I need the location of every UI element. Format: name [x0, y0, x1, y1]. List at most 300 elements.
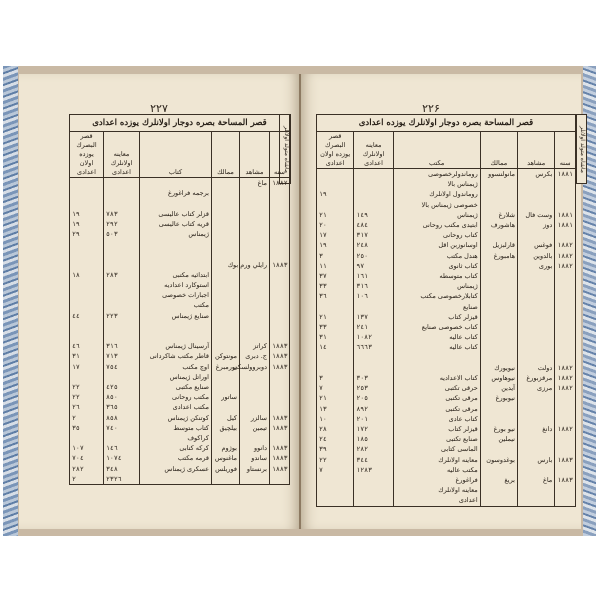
column-header: مشاهد: [518, 132, 555, 169]
cell-pct: [70, 433, 104, 443]
cell-book: كتاب عاليه: [393, 342, 480, 352]
cell-observer: [518, 485, 555, 495]
cell-count: [104, 300, 140, 310]
cell-observer: [518, 404, 555, 414]
table-row: [70, 464, 290, 474]
cell-book: ژيمناس: [393, 210, 480, 220]
cell-book: [393, 363, 480, 373]
cell-pct: ٣١: [317, 332, 354, 342]
cell-place: [212, 270, 240, 280]
cell-observer: [518, 312, 555, 322]
cell-observer: برنستاو: [240, 464, 270, 474]
cell-pct: ٢٢: [317, 455, 354, 465]
cell-pct: ١٩: [70, 219, 104, 229]
cell-place: نيملين: [480, 434, 517, 444]
cell-count: ٩٧: [354, 261, 393, 271]
cell-observer: [240, 311, 270, 321]
cell-pct: [70, 178, 104, 189]
cell-pct: ٧: [317, 465, 354, 475]
cell-pct: [70, 321, 104, 331]
table-row: [70, 331, 290, 341]
cell-count: [354, 485, 393, 495]
cell-year: ١٨٨٢: [555, 383, 576, 393]
cell-observer: بالدوين: [518, 251, 555, 261]
cell-place: [212, 219, 240, 229]
cell-book: قزلر كتاب عاليسى: [140, 209, 212, 219]
cell-book: استوكارد اعداديه: [140, 280, 212, 290]
cell-place: [480, 189, 517, 199]
cell-book: اوسانوزبن اقل: [393, 240, 480, 250]
cell-pct: ١٠: [317, 414, 354, 424]
cell-pct: ٢: [70, 474, 104, 485]
cell-year: ١٨٨٣: [270, 443, 290, 453]
cell-observer: [518, 200, 555, 210]
cell-count: [354, 302, 393, 312]
cell-count: [354, 200, 393, 210]
cell-book: آرسينال ژيمناس: [140, 341, 212, 351]
cell-observer: [240, 321, 270, 331]
cell-book: قيزلر كتاب: [393, 312, 480, 322]
cell-year: [555, 495, 576, 506]
cell-place: ساتور: [212, 392, 240, 402]
cell-book: مكتب عاليه: [393, 465, 480, 475]
cell-place: نيويورك: [480, 363, 517, 373]
cell-place: [212, 382, 240, 392]
cell-pct: [317, 179, 354, 189]
cell-place: [480, 414, 517, 424]
cell-pct: [70, 331, 104, 341]
cell-pct: [317, 353, 354, 363]
cell-year: [555, 322, 576, 332]
table-row: [70, 372, 290, 382]
cell-pct: [70, 290, 104, 300]
cell-place: [480, 200, 517, 210]
cell-year: ١٨٨٢: [270, 178, 290, 189]
table-row: [317, 485, 576, 495]
column-header: معاينه اولانلرك اعدادى: [104, 132, 140, 178]
cell-book: صنايع تكتبى: [393, 434, 480, 444]
cell-observer: سالزر: [240, 413, 270, 423]
cell-count: ٢٢٣: [104, 311, 140, 321]
cell-place: [480, 179, 517, 189]
cell-year: [555, 281, 576, 291]
cell-book: كتاب الاعداديه: [393, 373, 480, 383]
cell-book: مكتب اعدادى: [140, 402, 212, 412]
cell-pct: ٢٨٢: [70, 464, 104, 474]
cell-place: [480, 322, 517, 332]
cell-observer: [518, 189, 555, 199]
cell-count: ٢٣٢٦: [104, 474, 140, 485]
cell-place: بوژوم: [212, 443, 240, 453]
cell-book: هندل مكتب: [393, 251, 480, 261]
cell-year: [270, 311, 290, 321]
cell-book: فراغورغ: [393, 475, 480, 485]
cell-year: [270, 270, 290, 280]
cell-count: ١٣٧: [354, 312, 393, 322]
cell-book: معاينه اولانلرك: [393, 455, 480, 465]
table-row: [317, 169, 576, 180]
cell-observer: مرزى: [518, 383, 555, 393]
cell-year: [270, 239, 290, 249]
cell-book: اوراتل ژيمناس: [140, 372, 212, 382]
cell-count: [104, 321, 140, 331]
cell-pct: [70, 300, 104, 310]
cell-place: [480, 302, 517, 312]
marbled-edge-left: [3, 66, 18, 536]
cell-count: ٧٨٣: [104, 209, 140, 219]
cell-observer: [240, 198, 270, 208]
cell-year: ١٨٨١: [555, 210, 576, 220]
cell-count: ٣٤٨: [104, 464, 140, 474]
cell-observer: [518, 465, 555, 475]
cell-count: ٣٠٣: [354, 373, 393, 383]
cell-place: نيو بورغ: [480, 424, 517, 434]
cell-pct: ٣٣: [317, 322, 354, 332]
column-header: معاينه اولانلرك اعدادى: [354, 132, 393, 169]
cell-place: هامبورغ: [480, 251, 517, 261]
cell-pct: [317, 302, 354, 312]
cell-count: [104, 290, 140, 300]
cell-place: [480, 485, 517, 495]
cell-year: ١٨٨٢: [555, 363, 576, 373]
cell-book: روماندول اولانلرك: [393, 189, 480, 199]
table-row: [70, 280, 290, 290]
cell-place: [480, 261, 517, 271]
table-row: [70, 270, 290, 280]
cell-book: كتاب روحانى: [393, 230, 480, 240]
cell-count: ٧٤٠: [104, 423, 140, 433]
cell-count: ٢٠٥: [354, 393, 393, 403]
cell-year: ١٨٨٢: [555, 240, 576, 250]
cell-count: [104, 331, 140, 341]
cell-year: [555, 414, 576, 424]
cell-count: ١٨٥: [354, 434, 393, 444]
table-row: [70, 443, 290, 453]
cell-year: [270, 300, 290, 310]
table-row: [317, 302, 576, 312]
cell-place: [212, 239, 240, 249]
cell-place: [480, 271, 517, 281]
cell-place: [212, 300, 240, 310]
cell-observer: [518, 271, 555, 281]
cell-observer: بورى: [518, 261, 555, 271]
cell-pct: ٢٢: [70, 392, 104, 402]
table-row: [70, 249, 290, 259]
cell-year: [270, 331, 290, 341]
cell-count: [104, 249, 140, 259]
cell-year: [555, 434, 576, 444]
cell-pct: ١٠٧: [70, 443, 104, 453]
cell-pct: [317, 495, 354, 506]
column-header: مكتب: [393, 132, 480, 169]
cell-place: [212, 311, 240, 321]
cell-place: [480, 281, 517, 291]
cell-book: [140, 239, 212, 249]
table-row: [70, 351, 290, 361]
cell-place: [212, 331, 240, 341]
cell-year: ١٨٨٣: [270, 362, 290, 372]
cell-count: ٦٦٦٣: [354, 342, 393, 352]
table-row: [70, 341, 290, 351]
table-title: قصر المساحة بصره دوجار اولانلرك يوزده اعدادى: [70, 115, 290, 132]
cell-observer: [518, 230, 555, 240]
table-row: [317, 322, 576, 332]
cell-year: ١٨٨٣: [270, 341, 290, 351]
cell-count: [104, 372, 140, 382]
cell-pct: [317, 200, 354, 210]
cell-pct: ٢٩: [70, 229, 104, 239]
table-row: [317, 220, 576, 230]
cell-observer: فوغس: [518, 240, 555, 250]
cell-year: ١٨٨١: [555, 169, 576, 180]
cell-book: مرقى تكتبى: [393, 393, 480, 403]
cell-count: ١٦١: [354, 271, 393, 281]
cell-pct: ٣: [317, 251, 354, 261]
cell-year: [555, 485, 576, 495]
cell-pct: [317, 475, 354, 485]
cell-observer: [240, 219, 270, 229]
table-row: [317, 444, 576, 454]
cell-book: صنايع: [393, 302, 480, 312]
cell-observer: بكرس: [518, 169, 555, 180]
cell-observer: ج. دبرى: [240, 351, 270, 361]
cell-place: فوريلس: [212, 464, 240, 474]
cell-pct: [70, 372, 104, 382]
cell-pct: ١٩: [317, 240, 354, 250]
cell-place: نيوهاوس: [480, 373, 517, 383]
cell-pct: ٣: [317, 373, 354, 383]
cell-book: قرمه مكتب: [140, 453, 212, 463]
cell-place: [212, 372, 240, 382]
cell-count: ٤٢٥: [104, 382, 140, 392]
cell-place: [212, 198, 240, 208]
cell-observer: تيمين: [240, 423, 270, 433]
cell-place: [480, 444, 517, 454]
cell-count: ١٢٨٣: [354, 465, 393, 475]
cell-place: قارلبزيل: [480, 240, 517, 250]
cell-pct: [70, 249, 104, 259]
cell-book: كراكوف: [140, 433, 212, 443]
cell-year: [270, 321, 290, 331]
cell-count: ٢٩٢: [104, 219, 140, 229]
column-header: ممالك: [212, 132, 240, 178]
table-row: [317, 495, 576, 506]
cell-year: [270, 219, 290, 229]
cell-observer: [518, 179, 555, 189]
cell-book: [140, 331, 212, 341]
cell-book: [140, 321, 212, 331]
table-row: [317, 230, 576, 240]
cell-pct: ١٣: [317, 404, 354, 414]
table-row: [70, 474, 290, 485]
cell-count: ٤٨٤: [354, 220, 393, 230]
cell-observer: [240, 270, 270, 280]
cell-observer: دانوو: [240, 443, 270, 453]
cell-pct: ٧: [317, 383, 354, 393]
cell-pct: ١٨: [70, 270, 104, 280]
cell-observer: [518, 291, 555, 301]
cell-observer: [240, 188, 270, 198]
cell-pct: ٣٦: [317, 291, 354, 301]
data-table: [316, 114, 576, 507]
cell-place: بيلچيق: [212, 423, 240, 433]
cell-observer: [518, 342, 555, 352]
cell-place: [480, 342, 517, 352]
cell-year: ١٨٨٢: [555, 373, 576, 383]
cell-book: ابتيدى مكتب روحانى: [393, 220, 480, 230]
cell-pct: [70, 239, 104, 249]
cell-place: آيدين: [480, 383, 517, 393]
cell-count: ١٠٧٤: [104, 453, 140, 463]
cell-count: [354, 169, 393, 180]
table-row: [70, 198, 290, 208]
table-row: [317, 189, 576, 199]
page-number: ۲۲۶: [422, 102, 440, 115]
cell-count: ٨٩٢: [354, 404, 393, 414]
cell-count: [104, 280, 140, 290]
cell-count: ٨٥٨: [104, 413, 140, 423]
cell-observer: [240, 372, 270, 382]
cell-count: ٣٦٥: [104, 402, 140, 412]
cell-year: ١٨٨٢: [555, 261, 576, 271]
cell-observer: [518, 302, 555, 312]
cell-observer: [240, 300, 270, 310]
table-row: [317, 271, 576, 281]
cell-place: مانولنسوو: [480, 169, 517, 180]
cell-observer: دوز: [518, 220, 555, 230]
cell-observer: [240, 402, 270, 412]
cell-year: [555, 312, 576, 322]
cell-pct: ١٩: [317, 189, 354, 199]
table-row: [317, 404, 576, 414]
cell-year: [270, 198, 290, 208]
cell-book: كركه كتابى: [140, 443, 212, 453]
cell-place: [480, 230, 517, 240]
column-header: ممالك: [480, 132, 517, 169]
cell-book: كتاب متوسط: [140, 423, 212, 433]
cell-observer: [518, 444, 555, 454]
cell-observer: ماغ: [240, 178, 270, 189]
cell-place: [480, 404, 517, 414]
cell-year: [270, 188, 290, 198]
cell-count: ٢٥٠: [354, 251, 393, 261]
cell-book: كتابلارخصوصى مكتب: [393, 291, 480, 301]
cell-year: [555, 291, 576, 301]
right-page: [301, 74, 586, 529]
cell-place: شلارغ: [480, 210, 517, 220]
cell-count: ٢٠١: [354, 414, 393, 424]
cell-year: [555, 342, 576, 352]
cell-year: [270, 209, 290, 219]
cell-pct: [70, 280, 104, 290]
cell-year: [270, 229, 290, 239]
cell-count: [104, 433, 140, 443]
cell-pct: ٢١: [317, 210, 354, 220]
cell-pct: [70, 188, 104, 198]
table-row: [317, 179, 576, 189]
cell-pct: ٧٠٤: [70, 453, 104, 463]
table-row: [70, 321, 290, 331]
cell-pct: ٣٩: [317, 444, 354, 454]
cell-pct: ٢٢: [70, 382, 104, 392]
column-header: قصر البصرك يوزده اولان اعدادى: [70, 132, 104, 178]
table-row: [317, 332, 576, 342]
cell-place: مونتوكن: [212, 351, 240, 361]
cell-book: صنايع ژيمناس: [140, 311, 212, 321]
cell-pct: [317, 485, 354, 495]
table-row: [317, 414, 576, 424]
cell-count: ٣١٦: [104, 341, 140, 351]
cell-count: [104, 239, 140, 249]
cell-book: مرقى تكتبى: [393, 404, 480, 414]
cell-book: كتاب متوسطه: [393, 271, 480, 281]
cell-observer: دانغ: [518, 424, 555, 434]
cell-observer: [518, 353, 555, 363]
cell-place: هاشورف: [480, 220, 517, 230]
cell-observer: [240, 433, 270, 443]
cell-book: [393, 353, 480, 363]
cell-count: [104, 198, 140, 208]
cell-observer: [518, 322, 555, 332]
cell-count: [354, 475, 393, 485]
table-row: [317, 281, 576, 291]
table-row: [317, 210, 576, 220]
cell-pct: [317, 363, 354, 373]
cell-count: ٣١٧: [354, 230, 393, 240]
cell-book: كوتنكن ژيمناس: [140, 413, 212, 423]
cell-book: صنايع مكتبى: [140, 382, 212, 392]
table-row: [317, 455, 576, 465]
cell-book: معاينه اولانلرك: [393, 485, 480, 495]
cell-book: روماندولرخصوصى: [393, 169, 480, 180]
cell-book: اعدادى: [393, 495, 480, 506]
table-row: [317, 312, 576, 322]
cell-pct: ٢١: [317, 393, 354, 403]
cell-book: ابتدائيه مكتبى: [140, 270, 212, 280]
cell-place: [212, 341, 240, 351]
side-label: ماشاه متولد اولانلر: [576, 114, 587, 184]
cell-place: [212, 474, 240, 485]
column-header: سنه: [270, 132, 290, 178]
cell-book: قيزلر كتاب: [393, 424, 480, 434]
cell-year: [270, 382, 290, 392]
cell-pct: [70, 198, 104, 208]
cell-observer: دولت: [518, 363, 555, 373]
cell-place: [480, 312, 517, 322]
cell-count: ٣٤٤: [354, 455, 393, 465]
cell-year: [555, 179, 576, 189]
cell-count: ١٠٨٢: [354, 332, 393, 342]
table-title: قصر المساحة بصره دوجار اولانلرك يوزده اعدادى: [317, 115, 576, 132]
table-row: [317, 393, 576, 403]
cell-observer: ساندو: [240, 453, 270, 463]
page-number: ۲۲۷: [150, 102, 168, 115]
table-row: [317, 373, 576, 383]
cell-place: كيل: [212, 413, 240, 423]
cell-count: [104, 188, 140, 198]
cell-observer: [240, 331, 270, 341]
cell-place: [480, 332, 517, 342]
cell-year: ١٨٨٣: [270, 464, 290, 474]
cell-observer: رايلي ورم بوك: [240, 260, 270, 270]
cell-pct: ٣٧: [317, 271, 354, 281]
cell-year: [270, 372, 290, 382]
table-row: [317, 342, 576, 352]
cell-observer: ماغ: [518, 475, 555, 485]
cell-year: [555, 393, 576, 403]
column-header: مشاهد: [240, 132, 270, 178]
cell-pct: ١٧: [70, 362, 104, 372]
